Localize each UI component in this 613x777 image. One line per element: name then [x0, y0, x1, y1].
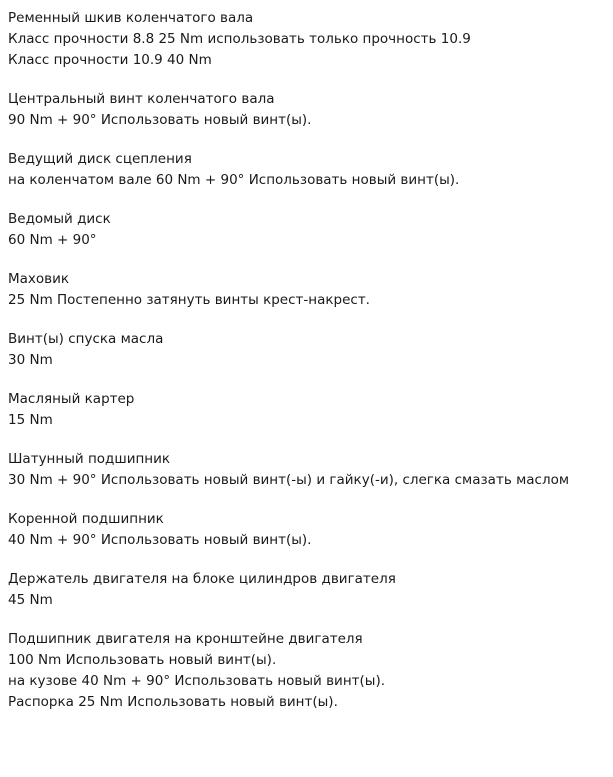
section-heading: Винт(ы) спуска масла	[8, 331, 164, 347]
section-line: 30 Nm + 90° Использовать новый винт(-ы) и гайку(-и), слегка смазать маслом	[8, 472, 570, 488]
section-line: 15 Nm	[8, 412, 53, 428]
section-line: Класс прочности 10.9 40 Nm	[8, 52, 212, 68]
section-heading: Маховик	[8, 271, 70, 287]
section-line: 100 Nm Использовать новый винт(ы).	[8, 652, 277, 668]
section-heading: Подшипник двигателя на кронштейне двигателя	[8, 631, 363, 647]
section-line: 60 Nm + 90°	[8, 232, 97, 248]
section-heading: Ведомый диск	[8, 211, 111, 227]
section-heading: Держатель двигателя на блоке цилиндров двигателя	[8, 571, 396, 587]
section-heading: Ведущий диск сцепления	[8, 151, 192, 167]
section-line: 90 Nm + 90° Использовать новый винт(ы).	[8, 112, 312, 128]
section-crankshaft-belt-pulley	[8, 8, 605, 71]
section-line: на кузове 40 Nm + 90° Использовать новый винт(ы).	[8, 673, 385, 689]
section-oil-pan	[8, 389, 605, 431]
section-heading: Центральный винт коленчатого вала	[8, 91, 275, 107]
section-oil-drain-bolt	[8, 329, 605, 371]
section-line: 45 Nm	[8, 592, 53, 608]
section-heading: Шатунный подшипник	[8, 451, 171, 467]
section-engine-bearing-on-engine-bracket	[8, 629, 605, 713]
section-line: Класс прочности 8.8 25 Nm использовать только прочность 10.9	[8, 31, 471, 47]
section-connecting-rod-bearing	[8, 449, 605, 491]
section-main-bearing	[8, 509, 605, 551]
section-engine-mount-on-cylinder-block	[8, 569, 605, 611]
section-line: на коленчатом вале 60 Nm + 90° Использовать новый винт(ы).	[8, 172, 460, 188]
section-heading: Ременный шкив коленчатого вала	[8, 10, 254, 26]
section-heading: Масляный картер	[8, 391, 135, 407]
section-driven-disc	[8, 209, 605, 251]
section-line: 40 Nm + 90° Использовать новый винт(ы).	[8, 532, 312, 548]
section-heading: Коренной подшипник	[8, 511, 164, 527]
section-clutch-drive-disc	[8, 149, 605, 191]
section-crankshaft-central-bolt	[8, 89, 605, 131]
section-line: 25 Nm Постепенно затянуть винты крест-накрест.	[8, 292, 370, 308]
section-flywheel	[8, 269, 605, 311]
section-line: Распорка 25 Nm Использовать новый винт(ы).	[8, 694, 338, 710]
section-line: 30 Nm	[8, 352, 53, 368]
